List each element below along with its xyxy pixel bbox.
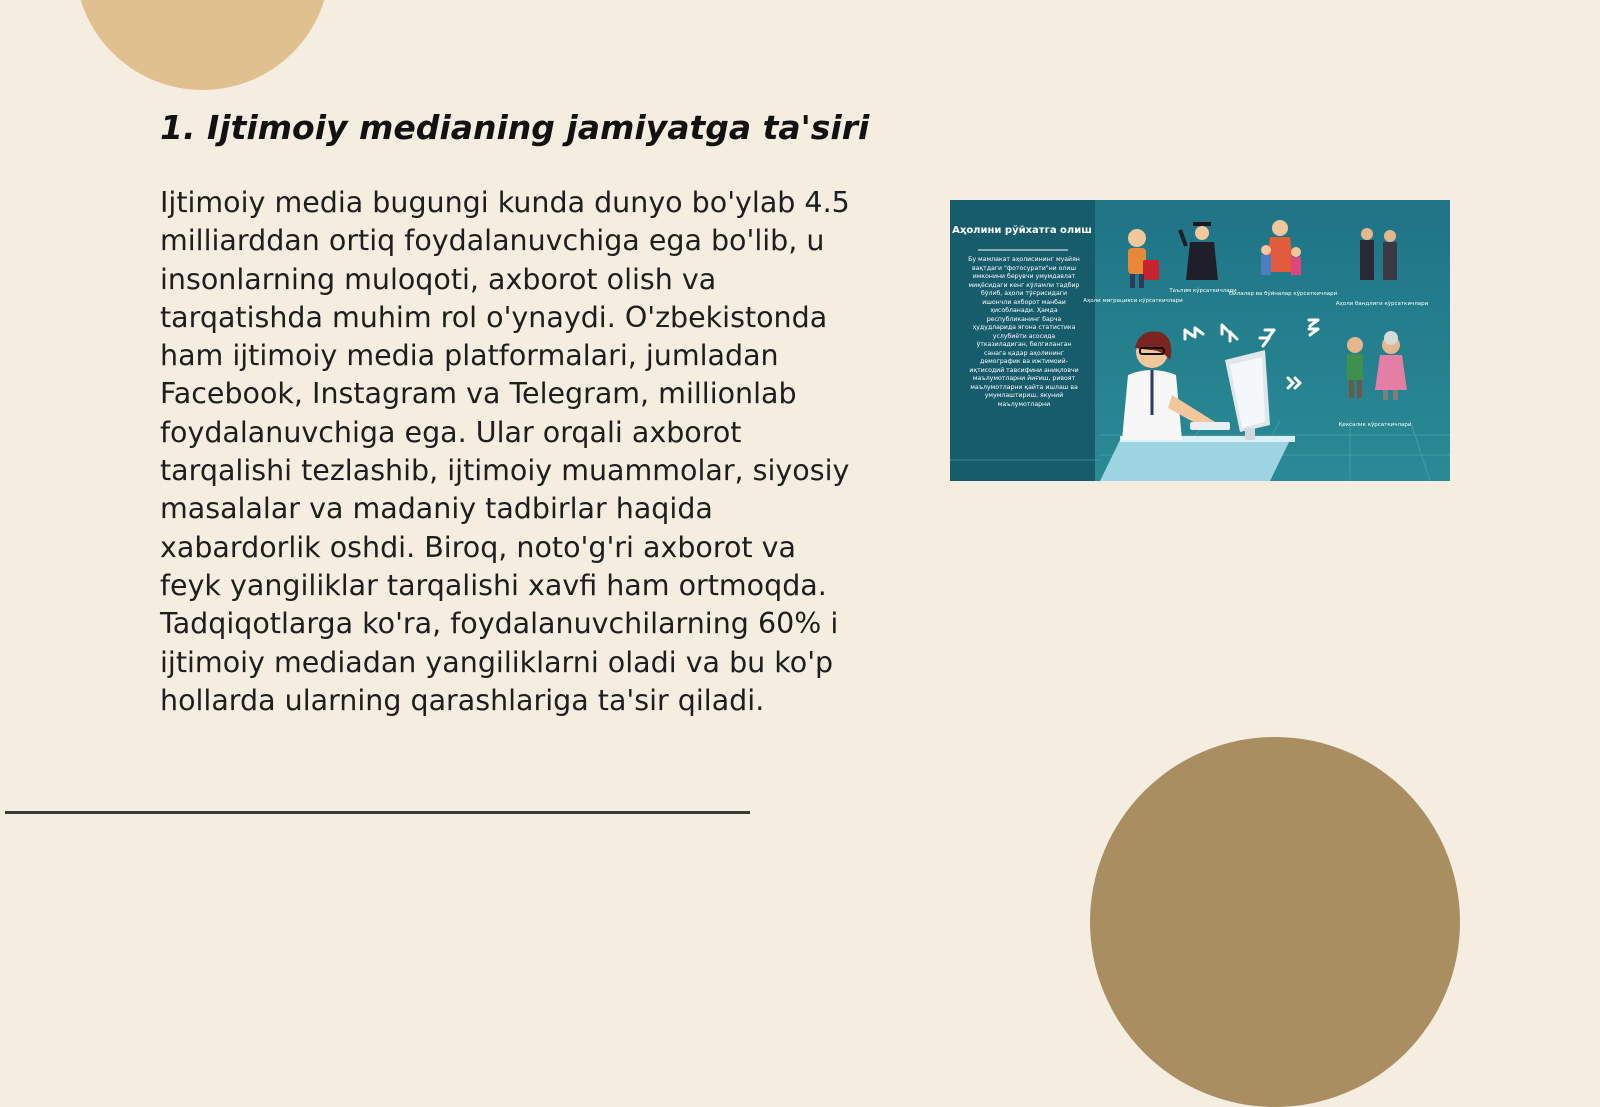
- horizontal-divider: [5, 811, 750, 814]
- census-infographic-image: [950, 200, 1450, 481]
- label-family: Оилалар ва бўйналар кўрсаткичлари: [1228, 291, 1338, 297]
- decorative-circle-bottom: [1090, 737, 1460, 1107]
- label-migration: Аҳоли миграцияси кўрсаткичлари: [1083, 298, 1183, 304]
- label-education: Таълим кўрсаткичлари: [1169, 288, 1237, 294]
- slide-body-text: Ijtimoiy media bugungi kunda dunyo bo'ylab 4.5 milliarddan ortiq foydalanuvchiga ega bo'lib, u insonlarning muloqoti, axborot olish va tarqatishda muhim rol o'ynaydi. O'zbekistonda ham ijtimoiy media platformalari, jumladan Facebook, Instagram va Telegram, millionlab foydalanuvchiga ega. Ular orqali axborot tarqalishi tezlashib, ijtimoiy muammolar, siyosiy masalalar va madaniy tadbirlar haqida xabardorlik oshdi. Biroq, noto'g'ri axborot va feyk yangiliklar tarqalishi xavfi ham ortmoqda. Tadqiqotlarga ko'ra, foydalanuvchilarning 60% i ijtimoiy mediadan yangiliklarni oladi va bu ko'p hollarda ularning qarashlariga ta'sir qiladi.: [160, 186, 850, 717]
- decorative-circle-top: [75, 0, 330, 90]
- infographic-description: Бу мамлакат аҳолисининг муайян вақтдаги "фотосурати"ни олиш имконини берувчи умумдавлат миқёсидаги кенг кўламли тадбир бўлиб, аҳоли тўғрисидаги ишончли ахборот манбаи ҳисобланади. Ҳамда республиканинг барча ҳудудларида ягона статистика услубиёти асосида ўтказиладиган, белгиланган санага қадар аҳолининг демографик ва ижтимоий-иқтисодий тавсифини аниқловчи маълумотларни йиғиш, ривоят маълумотларни қайта ишлаш ва умумлаштириш, якуний маълумотларни: [968, 256, 1080, 408]
- infographic-heading: Аҳолини рўйхатга олиш: [952, 225, 1092, 236]
- label-elderly: Қексалик кўрсаткичлари: [1338, 422, 1412, 428]
- slide-title: 1. Ijtimoiy medianing jamiyatga ta'siri: [160, 108, 870, 147]
- label-employment: Аҳоли бандлиги кўрсаткичлари: [1335, 301, 1429, 307]
